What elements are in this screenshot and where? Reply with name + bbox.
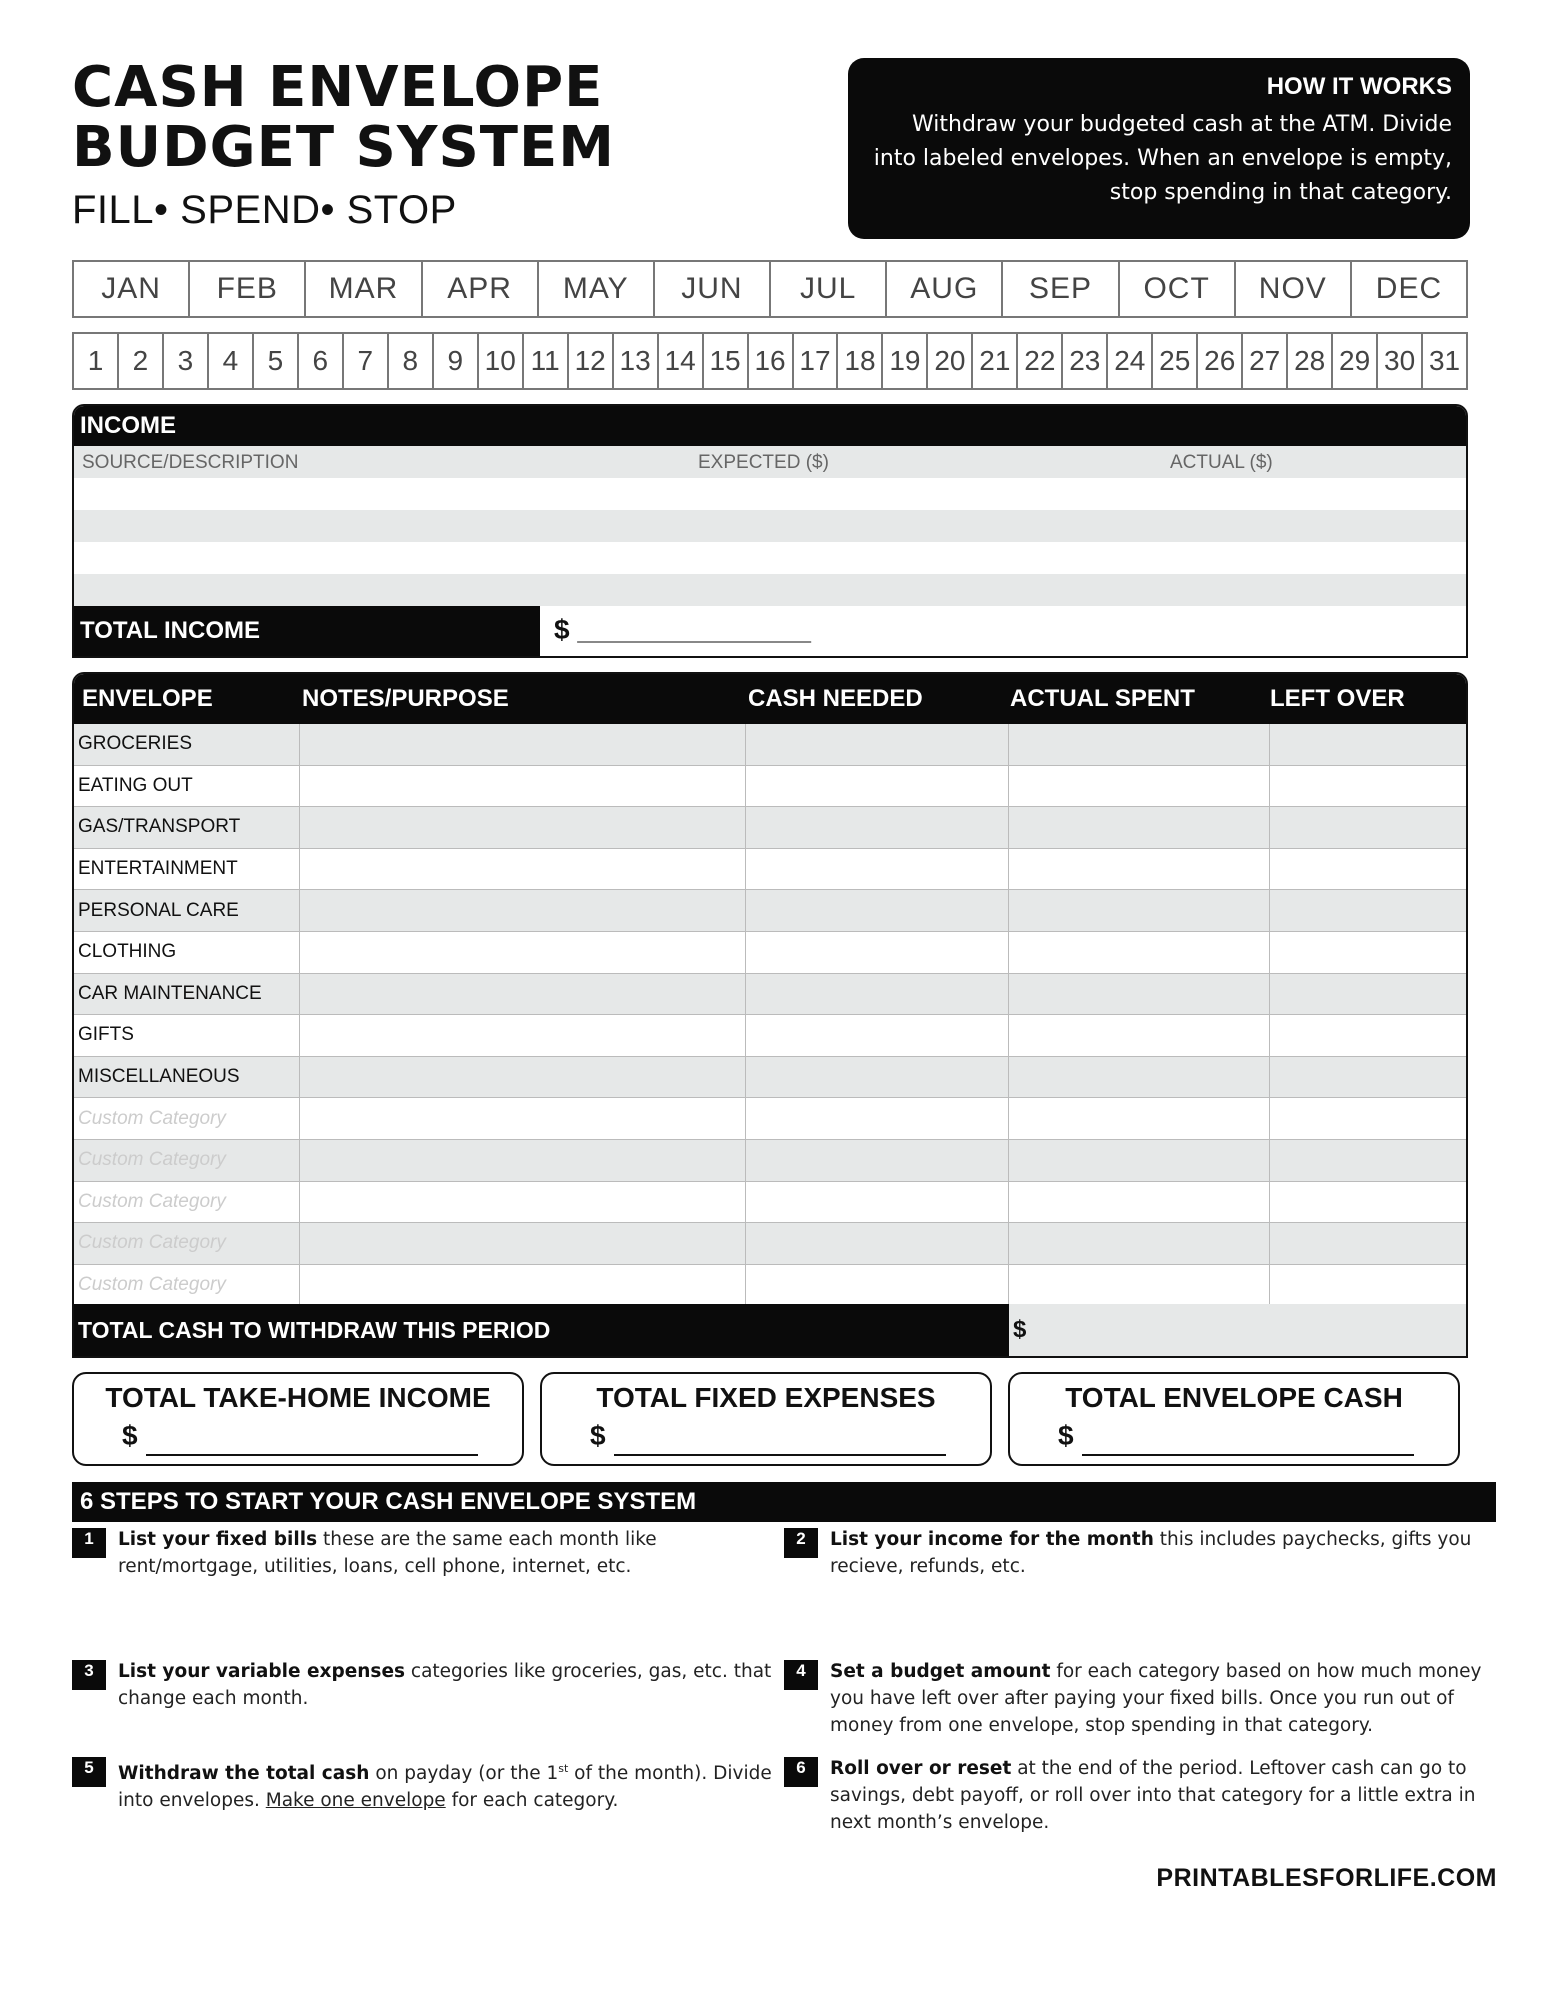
envelope-row — [74, 807, 1466, 849]
notes-cell[interactable] — [300, 724, 746, 765]
step-text: for each category based on how much money you have left over after paying your fixed bills. Once you run out of money from one envelope, stop spending in that category. — [830, 1661, 1482, 1736]
total-cash-label: TOTAL CASH TO WITHDRAW THIS PERIOD — [74, 1304, 1009, 1356]
cash-needed-cell[interactable] — [746, 974, 1009, 1015]
day-2[interactable]: 2 — [119, 334, 164, 388]
envelope-category: GIFTS — [74, 1015, 300, 1056]
actual-spent-cell[interactable] — [1009, 974, 1270, 1015]
how-it-works-text — [866, 108, 1452, 210]
left-over-cell[interactable] — [1270, 1015, 1466, 1056]
envelope-category: CLOTHING — [74, 932, 300, 973]
income-header: INCOME — [74, 406, 1466, 446]
notes-cell[interactable] — [300, 974, 746, 1015]
day-26[interactable]: 26 — [1198, 334, 1243, 388]
how-it-works-title: HOW IT WORKS — [1266, 73, 1452, 100]
day-selector — [72, 332, 1468, 390]
day-1[interactable]: 1 — [74, 334, 119, 388]
day-24[interactable]: 24 — [1108, 334, 1153, 388]
envelope-category: EATING OUT — [74, 766, 300, 807]
title-line-2: BUDGET SYSTEM — [72, 115, 615, 180]
day-14[interactable]: 14 — [659, 334, 704, 388]
take-home-income-label: TOTAL TAKE-HOME INCOME — [105, 1382, 491, 1413]
notes-cell[interactable] — [300, 1223, 746, 1264]
day-25[interactable]: 25 — [1153, 334, 1198, 388]
day-29[interactable]: 29 — [1333, 334, 1378, 388]
month-oct[interactable]: OCT — [1120, 262, 1236, 316]
day-5[interactable]: 5 — [254, 334, 299, 388]
envelope-row — [74, 766, 1466, 808]
actual-spent-cell[interactable] — [1009, 890, 1270, 931]
notes-cell[interactable] — [300, 807, 746, 848]
total-cash-field[interactable]: $ — [1009, 1304, 1466, 1356]
step-title: Roll over or reset — [830, 1758, 1012, 1779]
month-sep[interactable]: SEP — [1003, 262, 1119, 316]
col-envelope: ENVELOPE — [82, 685, 213, 712]
total-income-label: TOTAL INCOME — [74, 606, 540, 656]
envelope-cash-box[interactable] — [1008, 1372, 1460, 1466]
step-title: Withdraw the total cash — [118, 1763, 370, 1785]
envelope-table — [72, 672, 1468, 1358]
day-28[interactable]: 28 — [1288, 334, 1333, 388]
income-col-source: SOURCE/DESCRIPTION — [82, 452, 299, 473]
left-over-cell[interactable] — [1270, 1182, 1466, 1223]
envelope-row — [74, 1098, 1466, 1140]
left-over-cell[interactable] — [1270, 1265, 1466, 1306]
step-title: List your fixed bills — [118, 1529, 318, 1550]
notes-cell[interactable] — [300, 1098, 746, 1139]
month-mar[interactable]: MAR — [306, 262, 422, 316]
write-line — [146, 1454, 478, 1456]
day-31[interactable]: 31 — [1428, 345, 1461, 376]
step-title: Set a budget amount — [830, 1661, 1051, 1682]
step-number: 6 — [784, 1757, 818, 1787]
how-it-works-line-2: into labeled envelopes. When an envelope is empty, — [873, 146, 1452, 171]
day-15[interactable]: 15 — [704, 334, 749, 388]
envelope-category[interactable]: Custom Category — [74, 1265, 300, 1306]
cash-needed-cell[interactable] — [746, 1140, 1009, 1181]
envelope-category[interactable]: Custom Category — [74, 1182, 300, 1223]
actual-spent-cell[interactable] — [1009, 1015, 1270, 1056]
day-30[interactable]: 30 — [1378, 334, 1423, 388]
envelope-row — [74, 890, 1466, 932]
tagline: FILL• SPEND• STOP — [72, 188, 457, 232]
month-may[interactable]: MAY — [539, 262, 655, 316]
cash-needed-cell[interactable] — [746, 724, 1009, 765]
footer-website: PRINTABLESFORLIFE.COM — [1156, 1864, 1497, 1892]
step-1 — [72, 1526, 772, 1580]
month-aug[interactable]: AUG — [887, 262, 1003, 316]
left-over-cell[interactable] — [1270, 807, 1466, 848]
month-apr[interactable]: APR — [423, 262, 539, 316]
cash-needed-cell[interactable] — [746, 1223, 1009, 1264]
total-income-field[interactable]: $ _______________ — [554, 614, 811, 645]
income-col-actual: ACTUAL ($) — [1170, 452, 1273, 473]
page-title — [72, 55, 615, 180]
notes-cell[interactable] — [300, 890, 746, 931]
actual-spent-cell[interactable] — [1009, 724, 1270, 765]
step-6 — [784, 1755, 1484, 1836]
cash-needed-cell[interactable] — [746, 890, 1009, 931]
actual-spent-cell[interactable] — [1009, 849, 1270, 890]
steps-header: 6 STEPS TO START YOUR CASH ENVELOPE SYSTEM — [72, 1482, 1496, 1522]
envelope-row — [74, 974, 1466, 1016]
cash-needed-cell[interactable] — [746, 1182, 1009, 1223]
envelope-row — [74, 1265, 1466, 1307]
envelope-category[interactable]: Custom Category — [74, 1223, 300, 1264]
actual-spent-cell[interactable] — [1009, 1223, 1270, 1264]
step-text: on payday (or the 1 — [369, 1763, 559, 1785]
envelope-row — [74, 1140, 1466, 1182]
day-13[interactable]: 13 — [614, 334, 659, 388]
day-18[interactable]: 18 — [838, 334, 883, 388]
left-over-cell[interactable] — [1270, 1140, 1466, 1181]
envelope-category[interactable]: Custom Category — [74, 1140, 300, 1181]
month-selector — [72, 260, 1468, 318]
take-home-income-box[interactable] — [72, 1372, 524, 1466]
actual-spent-cell[interactable] — [1009, 766, 1270, 807]
envelope-row — [74, 1223, 1466, 1265]
cash-needed-cell[interactable] — [746, 1057, 1009, 1098]
envelope-row — [74, 1057, 1466, 1099]
notes-cell[interactable] — [300, 932, 746, 973]
envelope-row — [74, 724, 1466, 766]
month-dec[interactable]: DEC — [1375, 272, 1443, 305]
day-22[interactable]: 22 — [1018, 334, 1063, 388]
notes-cell[interactable] — [300, 1140, 746, 1181]
step-number: 1 — [72, 1528, 106, 1558]
envelope-category: PERSONAL CARE — [74, 890, 300, 931]
step-title: List your income for the month — [830, 1529, 1154, 1550]
day-27[interactable]: 27 — [1243, 334, 1288, 388]
write-line — [1082, 1454, 1414, 1456]
income-row[interactable] — [74, 478, 1466, 510]
day-16[interactable]: 16 — [749, 334, 794, 388]
fixed-expenses-box[interactable] — [540, 1372, 992, 1466]
notes-cell[interactable] — [300, 849, 746, 890]
month-jul[interactable]: JUL — [771, 262, 887, 316]
income-row[interactable] — [74, 574, 1466, 606]
total-income-row — [74, 606, 1466, 656]
day-9[interactable]: 9 — [434, 334, 479, 388]
left-over-cell[interactable] — [1270, 1057, 1466, 1098]
envelope-table-header — [74, 674, 1466, 724]
left-over-cell[interactable] — [1270, 849, 1466, 890]
notes-cell[interactable] — [300, 1182, 746, 1223]
day-12[interactable]: 12 — [569, 334, 614, 388]
how-it-works-line-3: stop spending in that category. — [1109, 180, 1452, 205]
month-jan[interactable]: JAN — [74, 262, 190, 316]
how-it-works-line-1: Withdraw your budgeted cash at the ATM. Divide — [912, 112, 1452, 137]
step-superscript: st — [558, 1762, 569, 1775]
step-text: of the month). Divide into envelopes. — [118, 1763, 772, 1812]
day-4[interactable]: 4 — [209, 334, 254, 388]
fixed-expenses-label: TOTAL FIXED EXPENSES — [596, 1382, 936, 1413]
day-17[interactable]: 17 — [794, 334, 839, 388]
cash-needed-cell[interactable] — [746, 1265, 1009, 1306]
left-over-cell[interactable] — [1270, 890, 1466, 931]
actual-spent-cell[interactable] — [1009, 1265, 1270, 1306]
actual-spent-cell[interactable] — [1009, 932, 1270, 973]
col-left-over: LEFT OVER — [1270, 685, 1405, 712]
month-feb[interactable]: FEB — [190, 262, 306, 316]
dollar-sign: $ — [1058, 1420, 1074, 1451]
day-11[interactable]: 11 — [524, 334, 569, 388]
envelope-row — [74, 849, 1466, 891]
dollar-sign: $ — [590, 1420, 606, 1451]
step-2 — [784, 1526, 1484, 1580]
cash-needed-cell[interactable] — [746, 807, 1009, 848]
col-actual-spent: ACTUAL SPENT — [1010, 685, 1195, 712]
income-col-expected: EXPECTED ($) — [698, 452, 829, 473]
step-3 — [72, 1658, 772, 1712]
step-text: these are the same each month like rent/mortgage, utilities, loans, cell phone, internet, etc. — [118, 1529, 657, 1577]
notes-cell[interactable] — [300, 1265, 746, 1306]
cash-needed-cell[interactable] — [746, 1098, 1009, 1139]
step-text: this includes paychecks, gifts you recieve, refunds, etc. — [830, 1529, 1472, 1577]
income-column-headers — [74, 446, 1466, 478]
envelope-category: MISCELLANEOUS — [74, 1057, 300, 1098]
envelope-category: ENTERTAINMENT — [74, 849, 300, 890]
income-row[interactable] — [74, 542, 1466, 574]
left-over-cell[interactable] — [1270, 724, 1466, 765]
month-nov[interactable]: NOV — [1236, 262, 1352, 316]
step-number: 2 — [784, 1528, 818, 1558]
step-text: at the end of the period. Leftover cash can go to savings, debt payoff, or roll over into that category for a little extra in next month’s envelope. — [830, 1758, 1476, 1833]
actual-spent-cell[interactable] — [1009, 1098, 1270, 1139]
envelope-category: GROCERIES — [74, 724, 300, 765]
day-6[interactable]: 6 — [299, 334, 344, 388]
write-line — [614, 1454, 946, 1456]
how-it-works-box — [848, 58, 1470, 239]
day-23[interactable]: 23 — [1063, 334, 1108, 388]
day-8[interactable]: 8 — [389, 334, 434, 388]
left-over-cell[interactable] — [1270, 1098, 1466, 1139]
step-text: for each category. — [445, 1790, 619, 1812]
step-text: categories like groceries, gas, etc. that change each month. — [118, 1661, 772, 1709]
actual-spent-cell[interactable] — [1009, 1140, 1270, 1181]
notes-cell[interactable] — [300, 766, 746, 807]
left-over-cell[interactable] — [1270, 1223, 1466, 1264]
left-over-cell[interactable] — [1270, 932, 1466, 973]
envelope-cash-label: TOTAL ENVELOPE CASH — [1065, 1382, 1403, 1413]
step-number: 3 — [72, 1660, 106, 1690]
envelope-row — [74, 1015, 1466, 1057]
envelope-category: CAR MAINTENANCE — [74, 974, 300, 1015]
income-section — [72, 404, 1468, 658]
notes-cell[interactable] — [300, 1015, 746, 1056]
cash-needed-cell[interactable] — [746, 932, 1009, 973]
day-20[interactable]: 20 — [928, 334, 973, 388]
income-row[interactable] — [74, 510, 1466, 542]
title-line-1: CASH ENVELOPE — [72, 55, 604, 120]
envelope-category: GAS/TRANSPORT — [74, 807, 300, 848]
step-number: 4 — [784, 1660, 818, 1690]
day-3[interactable]: 3 — [164, 334, 209, 388]
step-title: List your variable expenses — [118, 1661, 406, 1682]
col-cash-needed: CASH NEEDED — [748, 685, 923, 712]
day-21[interactable]: 21 — [973, 334, 1018, 388]
left-over-cell[interactable] — [1270, 974, 1466, 1015]
step-4 — [784, 1658, 1484, 1739]
dollar-sign: $ — [122, 1420, 138, 1451]
cash-needed-cell[interactable] — [746, 766, 1009, 807]
envelope-rows — [74, 724, 1466, 1306]
day-19[interactable]: 19 — [883, 334, 928, 388]
step-number: 5 — [72, 1757, 106, 1787]
envelope-category[interactable]: Custom Category — [74, 1098, 300, 1139]
step-5 — [72, 1755, 772, 1814]
actual-spent-cell[interactable] — [1009, 1057, 1270, 1098]
cash-needed-cell[interactable] — [746, 849, 1009, 890]
envelope-row — [74, 932, 1466, 974]
envelope-row — [74, 1182, 1466, 1224]
actual-spent-cell[interactable] — [1009, 807, 1270, 848]
day-10[interactable]: 10 — [479, 334, 524, 388]
left-over-cell[interactable] — [1270, 766, 1466, 807]
step-link: Make one envelope — [265, 1790, 446, 1812]
month-jun[interactable]: JUN — [655, 262, 771, 316]
cash-needed-cell[interactable] — [746, 1015, 1009, 1056]
col-notes: NOTES/PURPOSE — [302, 685, 509, 712]
actual-spent-cell[interactable] — [1009, 1182, 1270, 1223]
total-cash-row — [74, 1304, 1466, 1356]
day-7[interactable]: 7 — [344, 334, 389, 388]
notes-cell[interactable] — [300, 1057, 746, 1098]
